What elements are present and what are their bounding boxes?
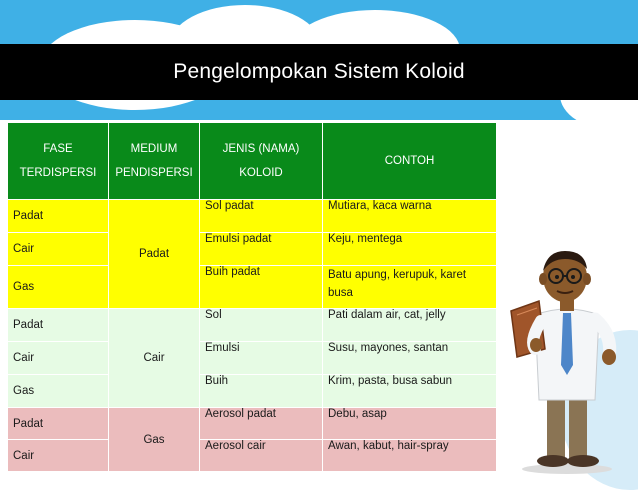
cell-fase: Gas	[8, 375, 109, 408]
header-contoh: CONTOH	[323, 123, 497, 200]
cell-jenis: Sol padat	[200, 200, 323, 233]
cell-medium: Padat	[109, 200, 200, 309]
table-row	[8, 233, 497, 266]
table-row	[8, 200, 497, 233]
table-row	[8, 266, 497, 309]
table-row	[8, 309, 497, 342]
page-title: Pengelompokan Sistem Koloid	[173, 60, 465, 83]
header-medium: MEDIUM PENDISPERSI	[109, 123, 200, 200]
cell-contoh: Awan, kabut, hair-spray	[323, 440, 497, 472]
cell-jenis: Sol	[200, 309, 323, 342]
cell-contoh: Keju, mentega	[323, 233, 497, 266]
cell-contoh: Krim, pasta, busa sabun	[323, 375, 497, 408]
cell-fase: Padat	[8, 200, 109, 233]
cell-jenis: Emulsi	[200, 342, 323, 375]
cell-contoh: Susu, mayones, santan	[323, 342, 497, 375]
title-bar	[0, 44, 638, 100]
cell-fase: Cair	[8, 233, 109, 266]
table-row	[8, 375, 497, 408]
cell-jenis: Aerosol padat	[200, 408, 323, 440]
table-row	[8, 408, 497, 440]
cell-contoh: Pati dalam air, cat, jelly	[323, 309, 497, 342]
cell-jenis: Aerosol cair	[200, 440, 323, 472]
header-fase: FASE TERDISPERSI	[8, 123, 109, 200]
cell-fase: Gas	[8, 266, 109, 309]
cell-fase: Padat	[8, 408, 109, 440]
cell-fase: Cair	[8, 440, 109, 472]
header-jenis: JENIS (NAMA) KOLOID	[200, 123, 323, 200]
cell-fase: Cair	[8, 342, 109, 375]
cell-medium: Cair	[109, 309, 200, 408]
cell-contoh: Debu, asap	[323, 408, 497, 440]
cell-contoh: Batu apung, kerupuk, karet busa	[323, 266, 497, 309]
cell-fase: Padat	[8, 309, 109, 342]
cell-contoh: Mutiara, kaca warna	[323, 200, 497, 233]
table-row	[8, 342, 497, 375]
cell-jenis: Emulsi padat	[200, 233, 323, 266]
cell-medium: Gas	[109, 408, 200, 472]
table-row	[8, 440, 497, 472]
cell-jenis: Buih padat	[200, 266, 323, 309]
colloid-table	[7, 122, 497, 472]
table-header-row	[8, 123, 497, 200]
teacher-reading-book-icon	[505, 245, 630, 475]
cell-jenis: Buih	[200, 375, 323, 408]
